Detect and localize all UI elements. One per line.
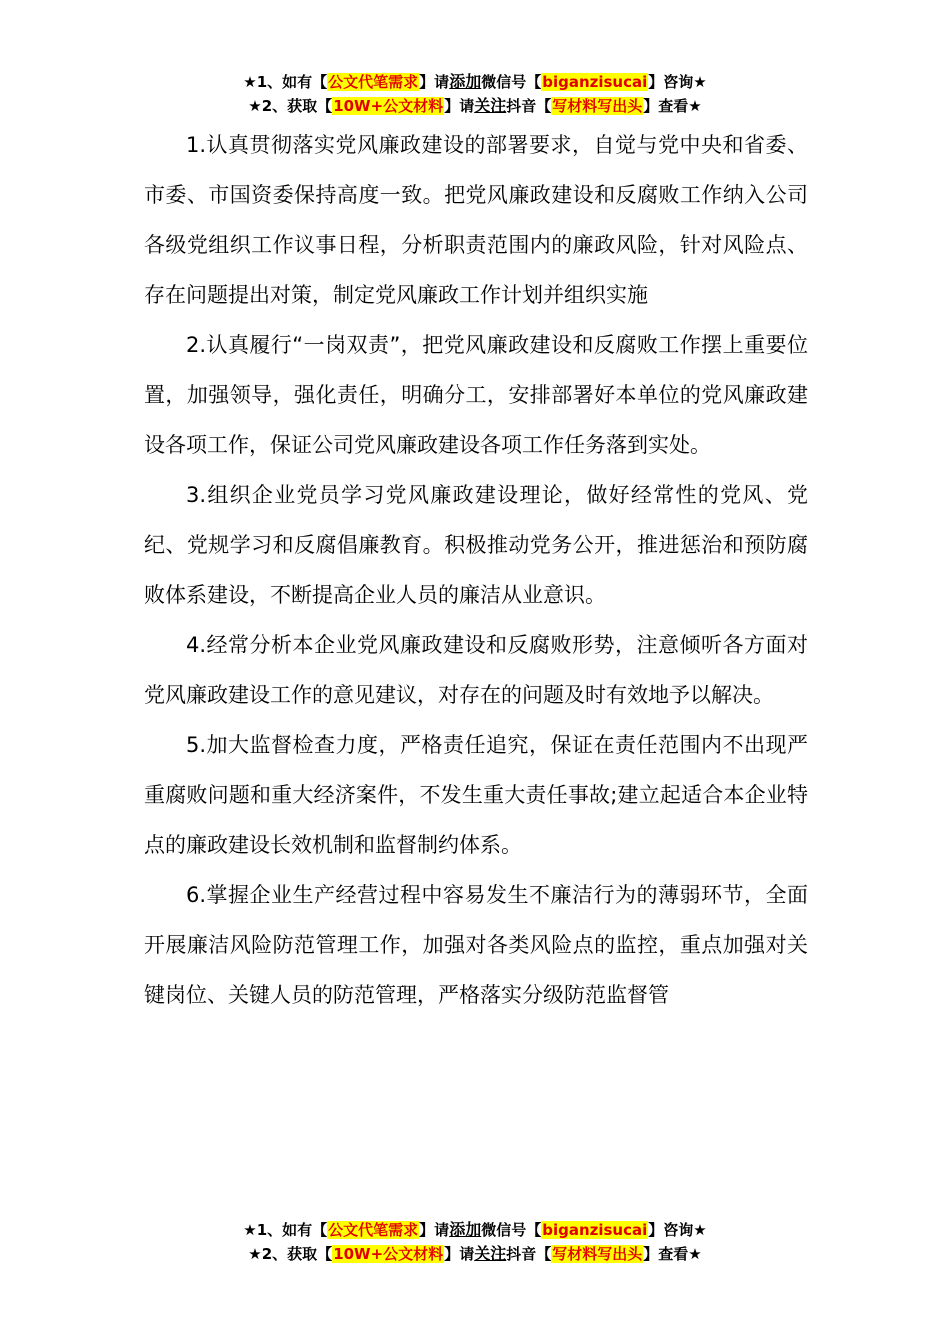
- underlined-text: 添加: [449, 1220, 482, 1239]
- banner-line-1: [0, 1218, 950, 1242]
- footer-banner: [0, 1218, 950, 1266]
- underlined-text: 关注: [474, 96, 507, 115]
- banner-text: ★2、获取【: [248, 1245, 333, 1263]
- highlight-service: 公文代笔需求: [328, 1221, 419, 1239]
- paragraph-1: 1.认真贯彻落实党风廉政建设的部署要求，自觉与党中央和省委、市委、市国资委保持高度一致。把党风廉政建设和反腐败工作纳入公司各级党组织工作议事日程，分析职责范围内的廉政风险，针对风险点、存在问题提出对策，制定党风廉政工作计划并组织实施: [144, 133, 808, 307]
- banner-line-2: [0, 1242, 950, 1266]
- banner-text: 抖音【: [506, 97, 552, 115]
- banner-text: 】请: [419, 1221, 450, 1239]
- underlined-text: 关注: [474, 1244, 507, 1263]
- highlight-materials: 10W+公文材料: [333, 1245, 444, 1263]
- banner-line-1: [0, 70, 950, 94]
- paragraph-3: 3.组织企业党员学习党风廉政建设理论，做好经常性的党风、党纪、党规学习和反腐倡廉教育。积极推动党务公开，推进惩治和预防腐败体系建设，不断提高企业人员的廉洁从业意识。: [144, 483, 808, 607]
- header-banner: [0, 70, 950, 118]
- banner-text: 】查看★: [643, 97, 702, 115]
- underlined-text: 添加: [449, 72, 482, 91]
- banner-text: 微信号【: [481, 1221, 542, 1239]
- banner-text: 抖音【: [506, 1245, 552, 1263]
- banner-line-2: [0, 94, 950, 118]
- banner-text: ★1、如有【: [243, 1221, 328, 1239]
- paragraph-2: 2.认真履行“一岗双责”，把党风廉政建设和反腐败工作摆上重要位置，加强领导，强化责任，明确分工，安排部署好本单位的党风廉政建设各项工作，保证公司党风廉政建设各项工作任务落到实处。: [144, 333, 808, 457]
- banner-text: 】请: [419, 73, 450, 91]
- highlight-materials: 10W+公文材料: [333, 97, 444, 115]
- banner-text: 微信号【: [481, 73, 542, 91]
- banner-text: ★2、获取【: [248, 97, 333, 115]
- banner-text: 】请: [444, 97, 475, 115]
- highlight-douyin-account: 写材料写出头: [552, 1245, 643, 1263]
- banner-text: 】咨询★: [648, 73, 707, 91]
- highlight-douyin-account: 写材料写出头: [552, 97, 643, 115]
- banner-text: 】查看★: [643, 1245, 702, 1263]
- highlight-service: 公文代笔需求: [328, 73, 419, 91]
- banner-text: 】请: [444, 1245, 475, 1263]
- document-body: [144, 120, 808, 1020]
- highlight-wechat-id: biganzisucai: [542, 73, 648, 91]
- highlight-wechat-id: biganzisucai: [542, 1221, 648, 1239]
- paragraph-6: 6.掌握企业生产经营过程中容易发生不廉洁行为的薄弱环节，全面开展廉洁风险防范管理工作，加强对各类风险点的监控，重点加强对关键岗位、关键人员的防范管理，严格落实分级防范监督管: [144, 883, 808, 1007]
- paragraph-5: 5.加大监督检查力度，严格责任追究，保证在责任范围内不出现严重腐败问题和重大经济案件，不发生重大责任事故;建立起适合本企业特点的廉政建设长效机制和监督制约体系。: [144, 733, 808, 857]
- banner-text: ★1、如有【: [243, 73, 328, 91]
- banner-text: 】咨询★: [648, 1221, 707, 1239]
- paragraph-4: 4.经常分析本企业党风廉政建设和反腐败形势，注意倾听各方面对党风廉政建设工作的意见建议，对存在的问题及时有效地予以解决。: [144, 633, 808, 707]
